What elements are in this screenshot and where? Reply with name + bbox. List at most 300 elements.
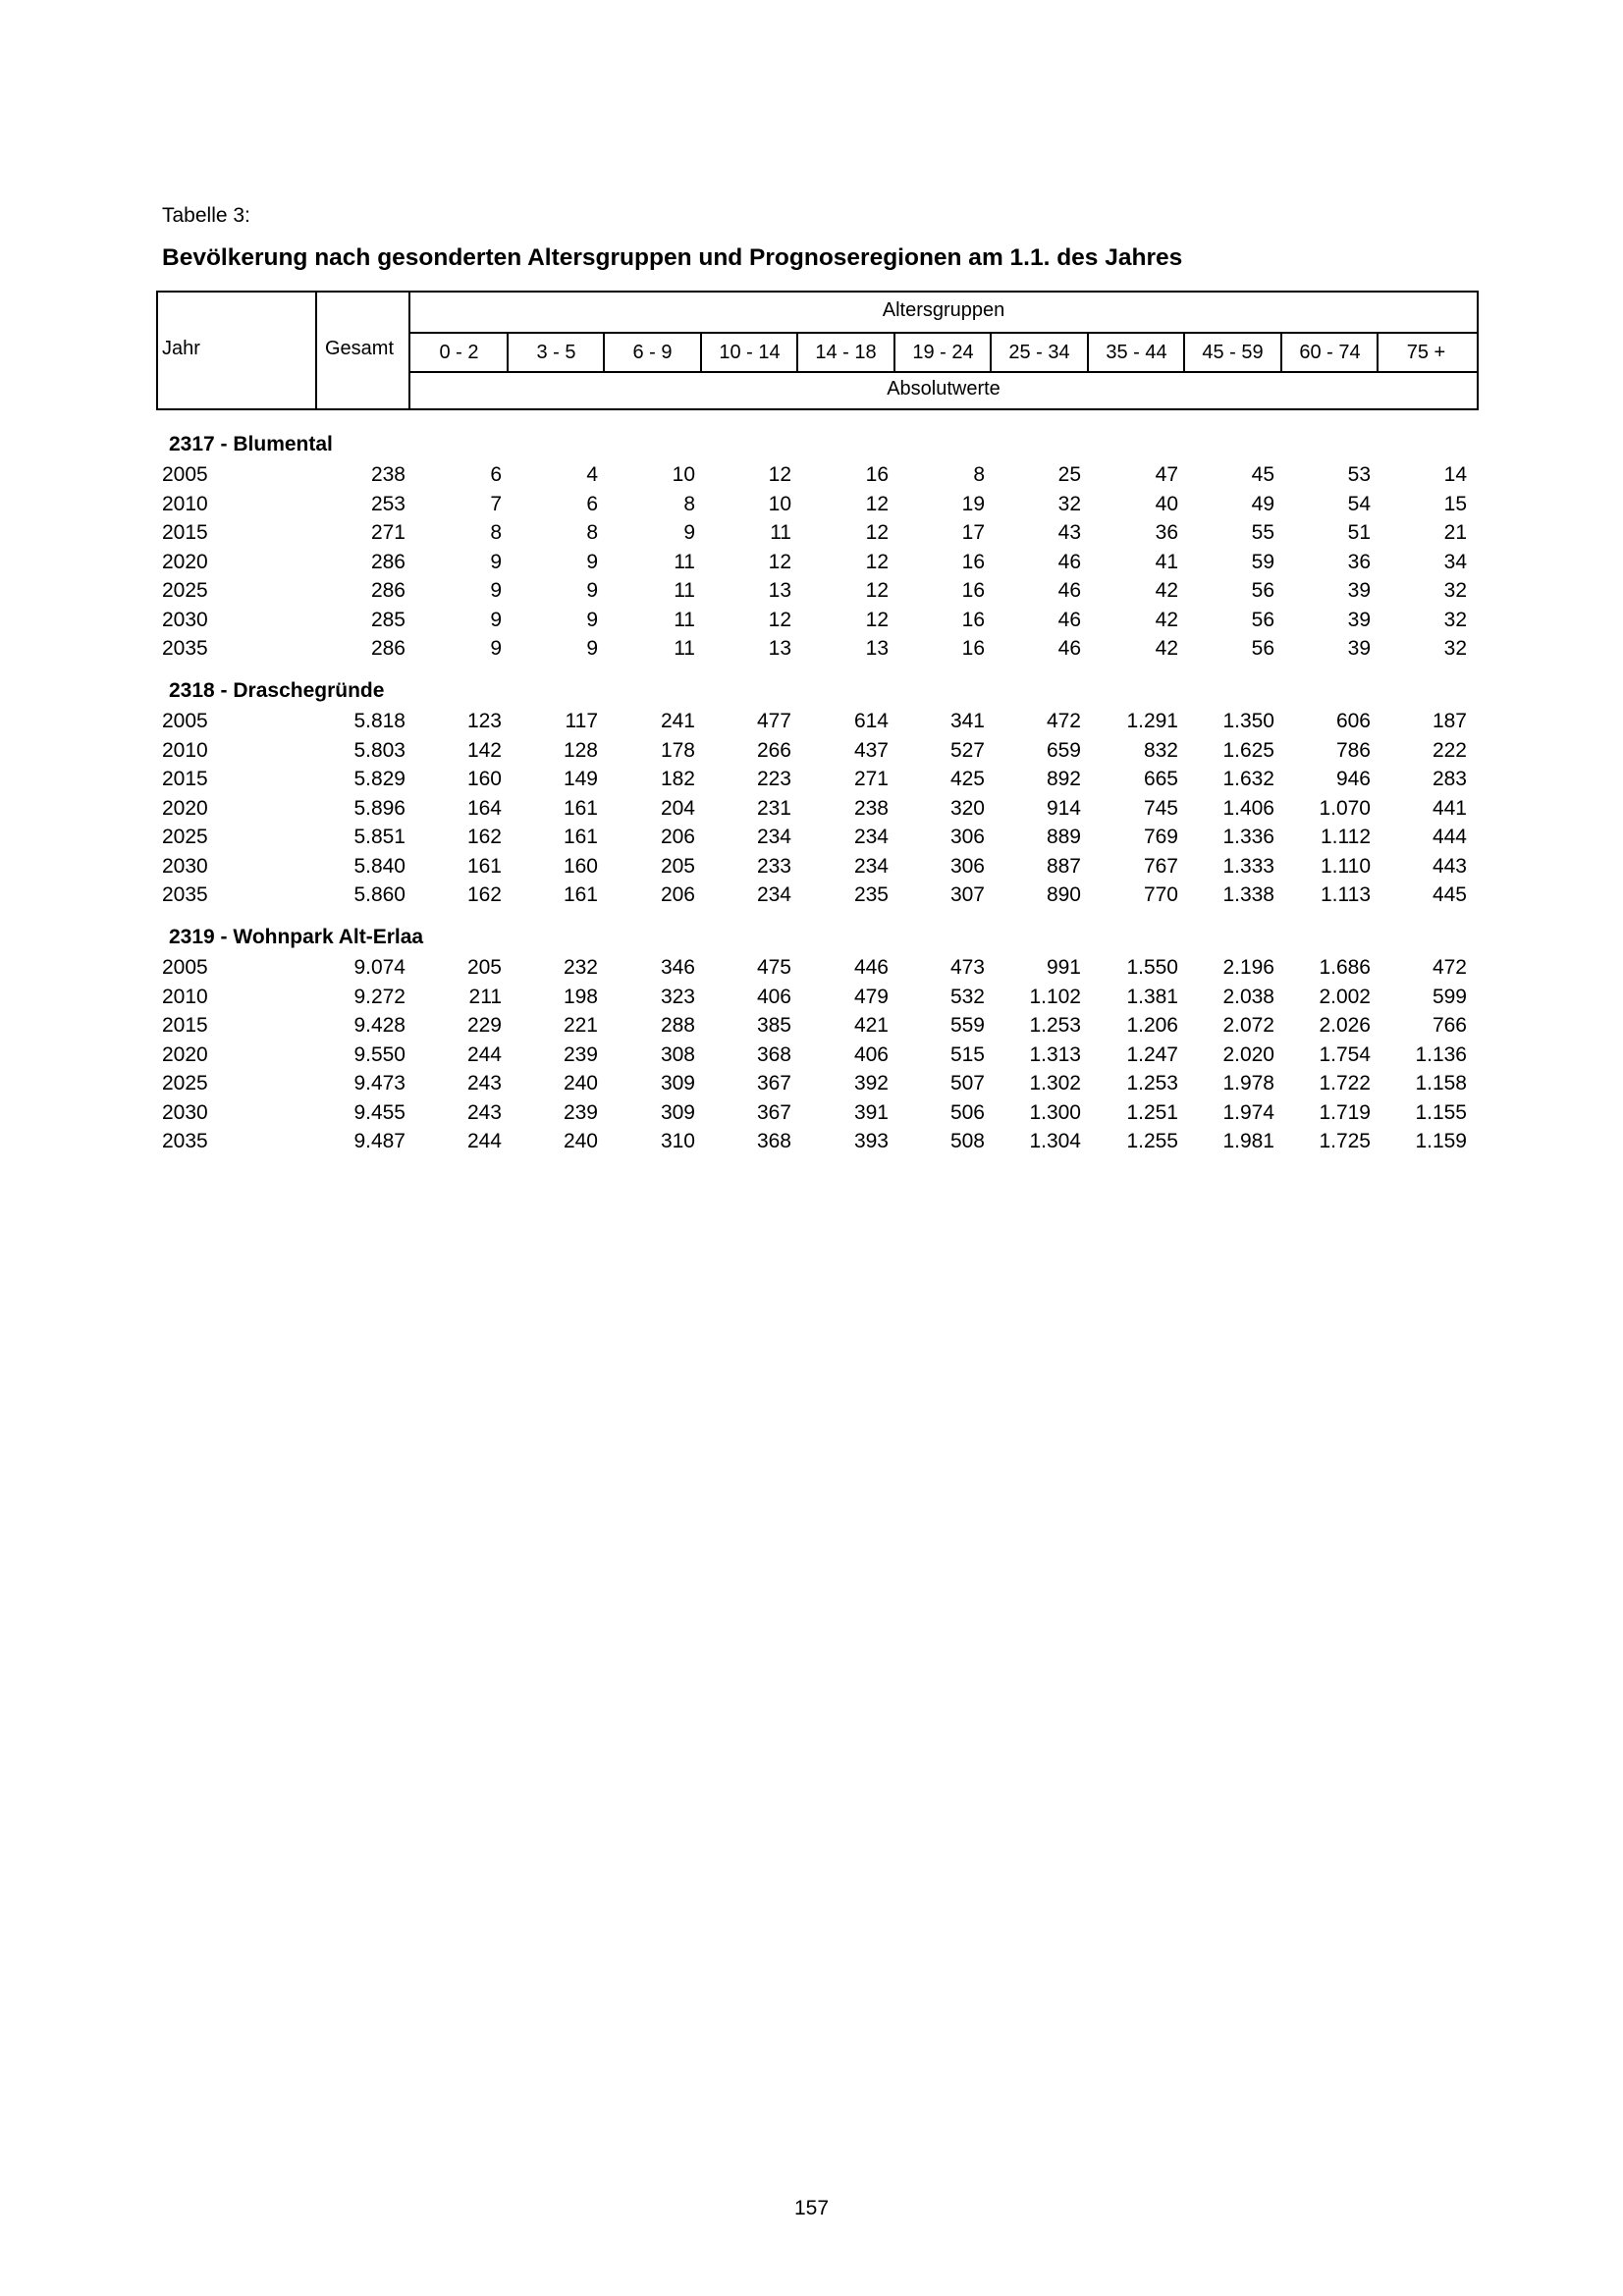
table-caption: Tabelle 3: [162,204,250,227]
value-cell: 475 [756,956,791,979]
value-cell: 1.313 [1029,1043,1081,1066]
value-cell: 2.002 [1319,986,1371,1008]
value-cell: 206 [660,826,695,848]
value-cell: 2.020 [1222,1043,1274,1066]
value-cell: 234 [853,826,889,848]
value-cell: 12 [865,493,889,515]
value-cell: 36 [1155,521,1178,544]
value-cell: 244 [466,1043,502,1066]
page-number: 157 [793,2197,830,2219]
gesamt-cell: 286 [370,637,406,660]
value-cell: 178 [660,739,695,762]
value-cell: 1.291 [1126,710,1178,732]
value-cell: 532 [949,986,985,1008]
value-cell: 1.974 [1222,1101,1274,1124]
value-cell: 406 [853,1043,889,1066]
value-cell: 472 [1432,956,1467,979]
header-divider [315,293,317,408]
year-cell: 2025 [162,1072,208,1095]
value-cell: 117 [565,710,598,732]
value-cell: 606 [1335,710,1371,732]
value-cell: 182 [660,768,695,790]
value-cell: 204 [660,797,695,820]
value-cell: 1.550 [1126,956,1178,979]
age-group-header: 45 - 59 [1202,341,1264,363]
value-cell: 1.686 [1319,956,1371,979]
table-row [0,551,1623,579]
value-cell: 770 [1143,883,1178,906]
value-cell: 1.725 [1319,1130,1371,1152]
value-cell: 341 [949,710,985,732]
gesamt-cell: 9.455 [353,1101,406,1124]
age-group-header: 6 - 9 [632,341,673,363]
value-cell: 42 [1155,609,1178,631]
value-cell: 13 [768,637,791,660]
value-cell: 39 [1347,609,1371,631]
gesamt-cell: 5.851 [353,826,406,848]
value-cell: 12 [865,609,889,631]
value-cell: 892 [1046,768,1081,790]
header-altersgruppen: Altersgruppen [882,299,1005,321]
value-cell: 769 [1143,826,1178,848]
gesamt-cell: 253 [370,493,406,515]
value-cell: 1.206 [1126,1014,1178,1037]
value-cell: 367 [756,1072,791,1095]
value-cell: 786 [1335,739,1371,762]
value-cell: 238 [853,797,889,820]
value-cell: 244 [466,1130,502,1152]
age-group-header: 75 + [1406,341,1446,363]
value-cell: 222 [1432,739,1467,762]
value-cell: 9 [683,521,695,544]
gesamt-cell: 9.428 [353,1014,406,1037]
value-cell: 7 [490,493,502,515]
region-heading: 2319 - Wohnpark Alt-Erlaa [169,926,424,948]
table-row [0,768,1623,796]
table-row [0,855,1623,883]
value-cell: 56 [1251,637,1274,660]
value-cell: 16 [961,551,985,573]
value-cell: 1.754 [1319,1043,1371,1066]
value-cell: 16 [961,579,985,602]
year-cell: 2030 [162,609,208,631]
value-cell: 42 [1155,579,1178,602]
value-cell: 1.110 [1321,855,1371,878]
value-cell: 507 [949,1072,985,1095]
value-cell: 9 [586,579,598,602]
age-group-header: 35 - 44 [1106,341,1167,363]
value-cell: 832 [1143,739,1178,762]
value-cell: 17 [961,521,985,544]
value-cell: 162 [466,826,502,848]
value-cell: 443 [1432,855,1467,878]
value-cell: 2.038 [1222,986,1274,1008]
value-cell: 1.070 [1319,797,1371,820]
value-cell: 11 [674,551,695,573]
value-cell: 55 [1251,521,1274,544]
table-row [0,637,1623,666]
value-cell: 288 [660,1014,695,1037]
value-cell: 421 [853,1014,889,1037]
value-cell: 1.253 [1029,1014,1081,1037]
header-rule [410,371,1477,373]
value-cell: 12 [768,463,791,486]
value-cell: 307 [949,883,985,906]
value-cell: 559 [949,1014,985,1037]
value-cell: 39 [1347,637,1371,660]
gesamt-cell: 238 [370,463,406,486]
value-cell: 1.350 [1222,710,1274,732]
value-cell: 1.625 [1222,739,1274,762]
value-cell: 16 [961,637,985,660]
value-cell: 310 [660,1130,695,1152]
value-cell: 15 [1443,493,1467,515]
value-cell: 1.336 [1222,826,1274,848]
age-group-header: 14 - 18 [815,341,877,363]
value-cell: 11 [770,521,791,544]
value-cell: 39 [1347,579,1371,602]
value-cell: 10 [768,493,791,515]
gesamt-cell: 5.829 [353,768,406,790]
value-cell: 8 [683,493,695,515]
value-cell: 239 [563,1101,598,1124]
year-cell: 2005 [162,956,208,979]
value-cell: 8 [973,463,985,486]
header-jahr: Jahr [162,338,200,359]
value-cell: 9 [586,551,598,573]
value-cell: 8 [586,521,598,544]
gesamt-cell: 286 [370,551,406,573]
year-cell: 2030 [162,1101,208,1124]
table-row [0,797,1623,826]
table-row [0,1101,1623,1130]
value-cell: 45 [1251,463,1274,486]
value-cell: 164 [466,797,502,820]
table-row [0,1130,1623,1158]
value-cell: 445 [1432,883,1467,906]
value-cell: 241 [660,710,695,732]
value-cell: 12 [768,609,791,631]
value-cell: 444 [1432,826,1467,848]
value-cell: 36 [1347,551,1371,573]
value-cell: 2.196 [1222,956,1274,979]
value-cell: 12 [865,579,889,602]
age-group-header: 10 - 14 [719,341,781,363]
value-cell: 8 [490,521,502,544]
value-cell: 889 [1046,826,1081,848]
value-cell: 11 [674,637,695,660]
value-cell: 234 [853,855,889,878]
year-cell: 2005 [162,463,208,486]
year-cell: 2035 [162,883,208,906]
value-cell: 283 [1432,768,1467,790]
value-cell: 34 [1443,551,1467,573]
value-cell: 1.381 [1126,986,1178,1008]
value-cell: 368 [756,1130,791,1152]
value-cell: 767 [1143,855,1178,878]
value-cell: 9 [490,609,502,631]
value-cell: 323 [660,986,695,1008]
table-row [0,463,1623,492]
value-cell: 1.155 [1415,1101,1467,1124]
gesamt-cell: 5.860 [353,883,406,906]
year-cell: 2025 [162,579,208,602]
value-cell: 306 [949,855,985,878]
value-cell: 223 [756,768,791,790]
value-cell: 187 [1432,710,1467,732]
value-cell: 309 [660,1072,695,1095]
value-cell: 235 [853,883,889,906]
table-row [0,739,1623,768]
table-row [0,986,1623,1014]
table-row [0,521,1623,550]
value-cell: 271 [853,768,889,790]
value-cell: 1.719 [1319,1101,1371,1124]
value-cell: 1.159 [1415,1130,1467,1152]
value-cell: 9 [490,579,502,602]
value-cell: 1.247 [1126,1043,1178,1066]
year-cell: 2020 [162,1043,208,1066]
value-cell: 1.304 [1029,1130,1081,1152]
year-cell: 2015 [162,521,208,544]
value-cell: 198 [563,986,598,1008]
table-row [0,826,1623,854]
value-cell: 659 [1046,739,1081,762]
age-group-header: 60 - 74 [1299,341,1361,363]
value-cell: 42 [1155,637,1178,660]
table-row [0,1072,1623,1100]
value-cell: 1.302 [1029,1072,1081,1095]
value-cell: 308 [660,1043,695,1066]
value-cell: 406 [756,986,791,1008]
value-cell: 53 [1347,463,1371,486]
value-cell: 12 [865,521,889,544]
value-cell: 16 [865,463,889,486]
value-cell: 473 [949,956,985,979]
year-cell: 2010 [162,986,208,1008]
value-cell: 142 [466,739,502,762]
value-cell: 477 [756,710,791,732]
year-cell: 2025 [162,826,208,848]
value-cell: 161 [563,826,598,848]
value-cell: 479 [853,986,889,1008]
value-cell: 240 [563,1072,598,1095]
value-cell: 46 [1057,551,1081,573]
value-cell: 149 [563,768,598,790]
value-cell: 367 [756,1101,791,1124]
value-cell: 205 [660,855,695,878]
value-cell: 239 [563,1043,598,1066]
year-cell: 2035 [162,1130,208,1152]
value-cell: 32 [1443,609,1467,631]
value-cell: 54 [1347,493,1371,515]
value-cell: 56 [1251,609,1274,631]
value-cell: 766 [1432,1014,1467,1037]
value-cell: 40 [1155,493,1178,515]
value-cell: 51 [1347,521,1371,544]
value-cell: 233 [756,855,791,878]
value-cell: 32 [1443,579,1467,602]
value-cell: 614 [853,710,889,732]
value-cell: 991 [1046,956,1081,979]
gesamt-cell: 286 [370,579,406,602]
year-cell: 2010 [162,739,208,762]
value-cell: 123 [466,710,502,732]
table-row [0,1043,1623,1072]
value-cell: 914 [1046,797,1081,820]
value-cell: 6 [586,493,598,515]
gesamt-cell: 5.803 [353,739,406,762]
value-cell: 599 [1432,986,1467,1008]
value-cell: 240 [563,1130,598,1152]
year-cell: 2005 [162,710,208,732]
value-cell: 12 [865,551,889,573]
value-cell: 11 [674,609,695,631]
value-cell: 25 [1057,463,1081,486]
value-cell: 508 [949,1130,985,1152]
value-cell: 9 [490,551,502,573]
table-row [0,493,1623,521]
gesamt-cell: 271 [370,521,406,544]
value-cell: 1.722 [1319,1072,1371,1095]
gesamt-cell: 9.473 [353,1072,406,1095]
year-cell: 2015 [162,768,208,790]
value-cell: 1.338 [1222,883,1274,906]
value-cell: 13 [865,637,889,660]
year-cell: 2010 [162,493,208,515]
value-cell: 385 [756,1014,791,1037]
value-cell: 437 [853,739,889,762]
value-cell: 1.333 [1222,855,1274,878]
value-cell: 6 [490,463,502,486]
value-cell: 9 [490,637,502,660]
value-cell: 32 [1443,637,1467,660]
value-cell: 527 [949,739,985,762]
age-group-header: 3 - 5 [536,341,576,363]
value-cell: 43 [1057,521,1081,544]
value-cell: 13 [768,579,791,602]
value-cell: 1.112 [1321,826,1371,848]
gesamt-cell: 285 [370,609,406,631]
value-cell: 46 [1057,609,1081,631]
header-absolutwerte: Absolutwerte [887,378,1001,400]
value-cell: 234 [756,826,791,848]
value-cell: 745 [1143,797,1178,820]
value-cell: 665 [1143,768,1178,790]
value-cell: 1.102 [1029,986,1081,1008]
value-cell: 1.255 [1126,1130,1178,1152]
gesamt-cell: 5.840 [353,855,406,878]
table-row [0,579,1623,608]
gesamt-cell: 5.896 [353,797,406,820]
gesamt-cell: 9.550 [353,1043,406,1066]
value-cell: 346 [660,956,695,979]
value-cell: 441 [1432,797,1467,820]
region-heading: 2317 - Blumental [169,433,333,455]
value-cell: 243 [466,1072,502,1095]
value-cell: 243 [466,1101,502,1124]
value-cell: 9 [586,609,598,631]
gesamt-cell: 9.074 [353,956,406,979]
value-cell: 21 [1443,521,1467,544]
value-cell: 9 [586,637,598,660]
value-cell: 425 [949,768,985,790]
value-cell: 16 [961,609,985,631]
value-cell: 41 [1155,551,1178,573]
value-cell: 1.978 [1222,1072,1274,1095]
value-cell: 234 [756,883,791,906]
value-cell: 306 [949,826,985,848]
value-cell: 1.158 [1415,1072,1467,1095]
table-header [156,291,1479,410]
value-cell: 393 [853,1130,889,1152]
value-cell: 1.981 [1222,1130,1274,1152]
value-cell: 1.253 [1126,1072,1178,1095]
gesamt-cell: 9.487 [353,1130,406,1152]
value-cell: 446 [853,956,889,979]
value-cell: 1.632 [1222,768,1274,790]
value-cell: 515 [949,1043,985,1066]
value-cell: 1.136 [1415,1043,1467,1066]
table-row [0,956,1623,985]
age-group-header: 0 - 2 [439,341,479,363]
value-cell: 506 [949,1101,985,1124]
value-cell: 472 [1046,710,1081,732]
header-gesamt: Gesamt [325,338,395,359]
value-cell: 1.406 [1222,797,1274,820]
table-row [0,1014,1623,1042]
value-cell: 232 [563,956,598,979]
value-cell: 161 [563,797,598,820]
value-cell: 59 [1251,551,1274,573]
table-row [0,609,1623,637]
value-cell: 161 [563,883,598,906]
year-cell: 2020 [162,551,208,573]
value-cell: 11 [674,579,695,602]
value-cell: 46 [1057,637,1081,660]
value-cell: 890 [1046,883,1081,906]
value-cell: 128 [563,739,598,762]
value-cell: 320 [949,797,985,820]
value-cell: 49 [1251,493,1274,515]
age-group-header: 19 - 24 [912,341,974,363]
value-cell: 4 [586,463,598,486]
value-cell: 1.300 [1029,1101,1081,1124]
value-cell: 160 [466,768,502,790]
value-cell: 205 [466,956,502,979]
region-heading: 2318 - Draschegründe [169,679,385,702]
year-cell: 2015 [162,1014,208,1037]
value-cell: 887 [1046,855,1081,878]
gesamt-cell: 5.818 [353,710,406,732]
value-cell: 946 [1335,768,1371,790]
table-row [0,710,1623,738]
value-cell: 231 [756,797,791,820]
value-cell: 2.072 [1222,1014,1274,1037]
value-cell: 32 [1057,493,1081,515]
year-cell: 2035 [162,637,208,660]
value-cell: 211 [468,986,502,1008]
value-cell: 1.113 [1321,883,1371,906]
value-cell: 12 [768,551,791,573]
year-cell: 2030 [162,855,208,878]
value-cell: 229 [466,1014,502,1037]
value-cell: 19 [961,493,985,515]
age-group-header: 25 - 34 [1008,341,1070,363]
value-cell: 309 [660,1101,695,1124]
value-cell: 162 [466,883,502,906]
value-cell: 1.251 [1126,1101,1178,1124]
